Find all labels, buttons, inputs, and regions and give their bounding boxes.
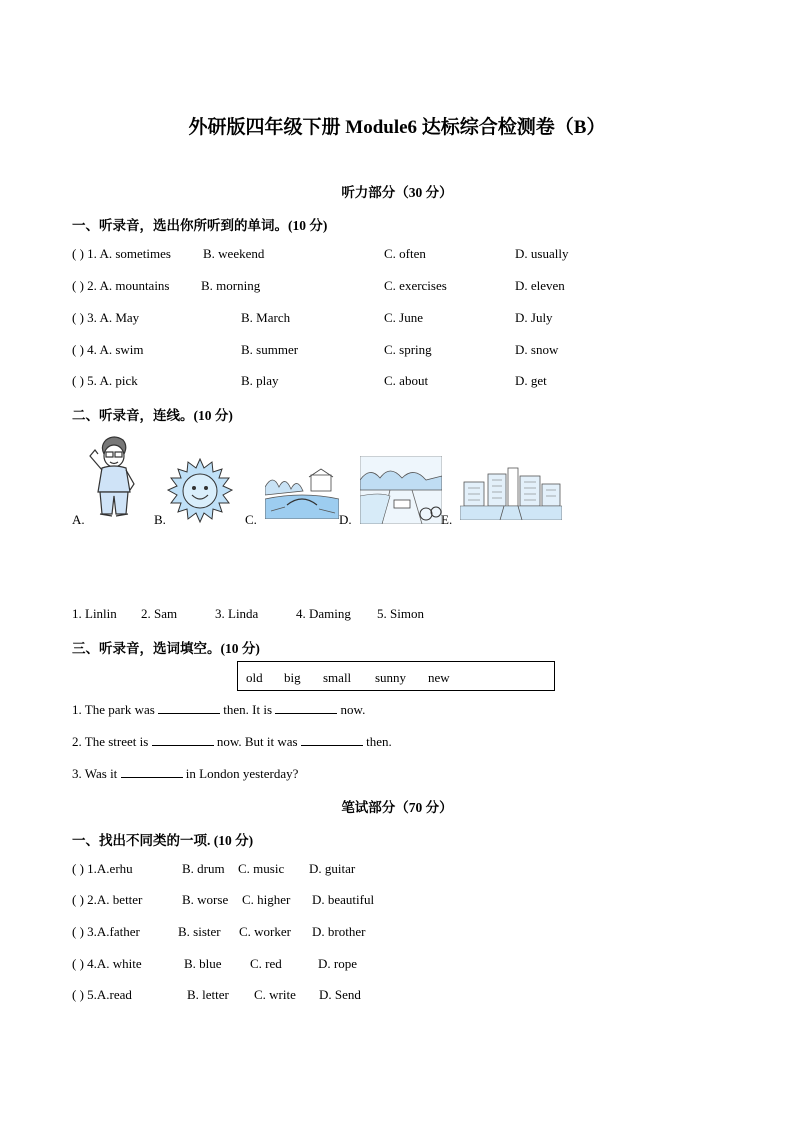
answer-blank[interactable] <box>301 735 363 746</box>
word-bank-item: old <box>246 670 263 685</box>
listening-part1-heading: 一、听录音，选出你所听到的单词。(10 分) <box>72 218 328 233</box>
option-c: C. often <box>384 246 426 261</box>
picture-label-a: A. <box>72 512 85 527</box>
sentence-text: then. <box>366 734 392 749</box>
fill-sentence-3 <box>72 766 298 782</box>
option-d: D. rope <box>318 956 357 971</box>
listening-part2-heading: 二、听录音，连线。(10 分) <box>72 408 233 423</box>
option-b: B. weekend <box>203 246 265 261</box>
option-c: C. spring <box>384 342 432 357</box>
answer-blank[interactable] <box>152 735 214 746</box>
question-row-3: ( ) 3. A. May <box>72 310 140 325</box>
word-bank-item: new <box>428 670 450 685</box>
option-d: D. brother <box>312 924 366 939</box>
option-b: B. blue <box>184 956 222 971</box>
question-row-5: ( ) 5.A.read <box>72 987 132 1002</box>
option-b: B. sister <box>178 924 221 939</box>
option-b: B. morning <box>201 278 261 293</box>
option-d: D. snow <box>515 342 559 357</box>
question-row-5: ( ) 5. A. pick <box>72 373 138 388</box>
answer-blank[interactable] <box>121 767 183 778</box>
answer-blank[interactable] <box>275 703 337 714</box>
option-c: C. worker <box>239 924 291 939</box>
option-b: B. summer <box>241 342 299 357</box>
question-row-3: ( ) 3.A.father <box>72 924 140 939</box>
park-icon <box>265 467 339 519</box>
option-c: C. red <box>250 956 282 971</box>
page-title: 外研版四年级下册 Module6 达标综合检测卷（B） <box>188 117 606 138</box>
option-b: B. March <box>241 310 291 325</box>
name-5: 5. Simon <box>377 606 424 621</box>
word-bank-item: sunny <box>375 670 407 685</box>
sentence-text: 2. The street is <box>72 734 149 749</box>
sentence-text: now. But it was <box>216 734 298 749</box>
writing-heading: 笔试部分（70 分） <box>341 800 453 815</box>
street-icon <box>360 456 442 524</box>
question-row-2: ( ) 2.A. better <box>72 892 143 907</box>
city-icon <box>460 466 562 520</box>
picture-label-b: B. <box>154 512 166 527</box>
option-d: D. usually <box>515 246 569 261</box>
word-bank-item: big <box>284 670 301 685</box>
listening-part3-heading: 三、听录音，选词填空。(10 分) <box>72 641 260 656</box>
option-b: B. play <box>241 373 279 388</box>
option-b: B. drum <box>182 861 225 876</box>
option-d: D. guitar <box>309 861 356 876</box>
word-bank <box>237 661 555 691</box>
option-c: C. higher <box>242 892 291 907</box>
writing-part1-heading: 一、找出不同类的一项. (10 分) <box>72 833 254 848</box>
question-row-4: ( ) 4.A. white <box>72 956 142 971</box>
listening-heading: 听力部分（30 分） <box>341 185 453 200</box>
name-3: 3. Linda <box>215 606 259 621</box>
question-number-option-a: ( ) 1. A. sometimes <box>72 246 171 261</box>
fill-sentence-1 <box>72 702 365 718</box>
name-1: 1. Linlin <box>72 606 117 621</box>
sentence-text: 3. Was it <box>72 766 118 781</box>
option-c: C. about <box>384 373 429 388</box>
word-bank-item: small <box>323 670 352 685</box>
sun-icon <box>164 458 236 524</box>
picture-label-d: D. <box>339 512 352 527</box>
sentence-text: 1. The park was <box>72 702 155 717</box>
fill-sentence-2 <box>72 734 392 750</box>
question-row-4: ( ) 4. A. swim <box>72 342 144 357</box>
picture-label-c: C. <box>245 512 257 527</box>
option-b: B. worse <box>182 892 229 907</box>
option-c: C. June <box>384 310 423 325</box>
picture-label-e: E. <box>441 512 453 527</box>
option-d: D. Send <box>319 987 361 1002</box>
name-2: 2. Sam <box>141 606 178 621</box>
sentence-text: then. It is <box>223 702 273 717</box>
option-c: C. music <box>238 861 285 876</box>
question-row-1: ( ) 1.A.erhu <box>72 861 133 876</box>
option-d: D. eleven <box>515 278 565 293</box>
option-d: D. beautiful <box>312 892 375 907</box>
answer-blank[interactable] <box>158 703 220 714</box>
sentence-text: in London yesterday? <box>185 766 299 781</box>
question-row-1 <box>72 246 171 262</box>
option-d: D. July <box>515 310 553 325</box>
question-row-2: ( ) 2. A. mountains <box>72 278 170 293</box>
sentence-text: now. <box>340 702 366 717</box>
option-c: C. exercises <box>384 278 447 293</box>
option-b: B. letter <box>187 987 229 1002</box>
boy-icon <box>86 434 142 518</box>
option-d: D. get <box>515 373 547 388</box>
option-c: C. write <box>254 987 296 1002</box>
name-4: 4. Daming <box>296 606 351 621</box>
